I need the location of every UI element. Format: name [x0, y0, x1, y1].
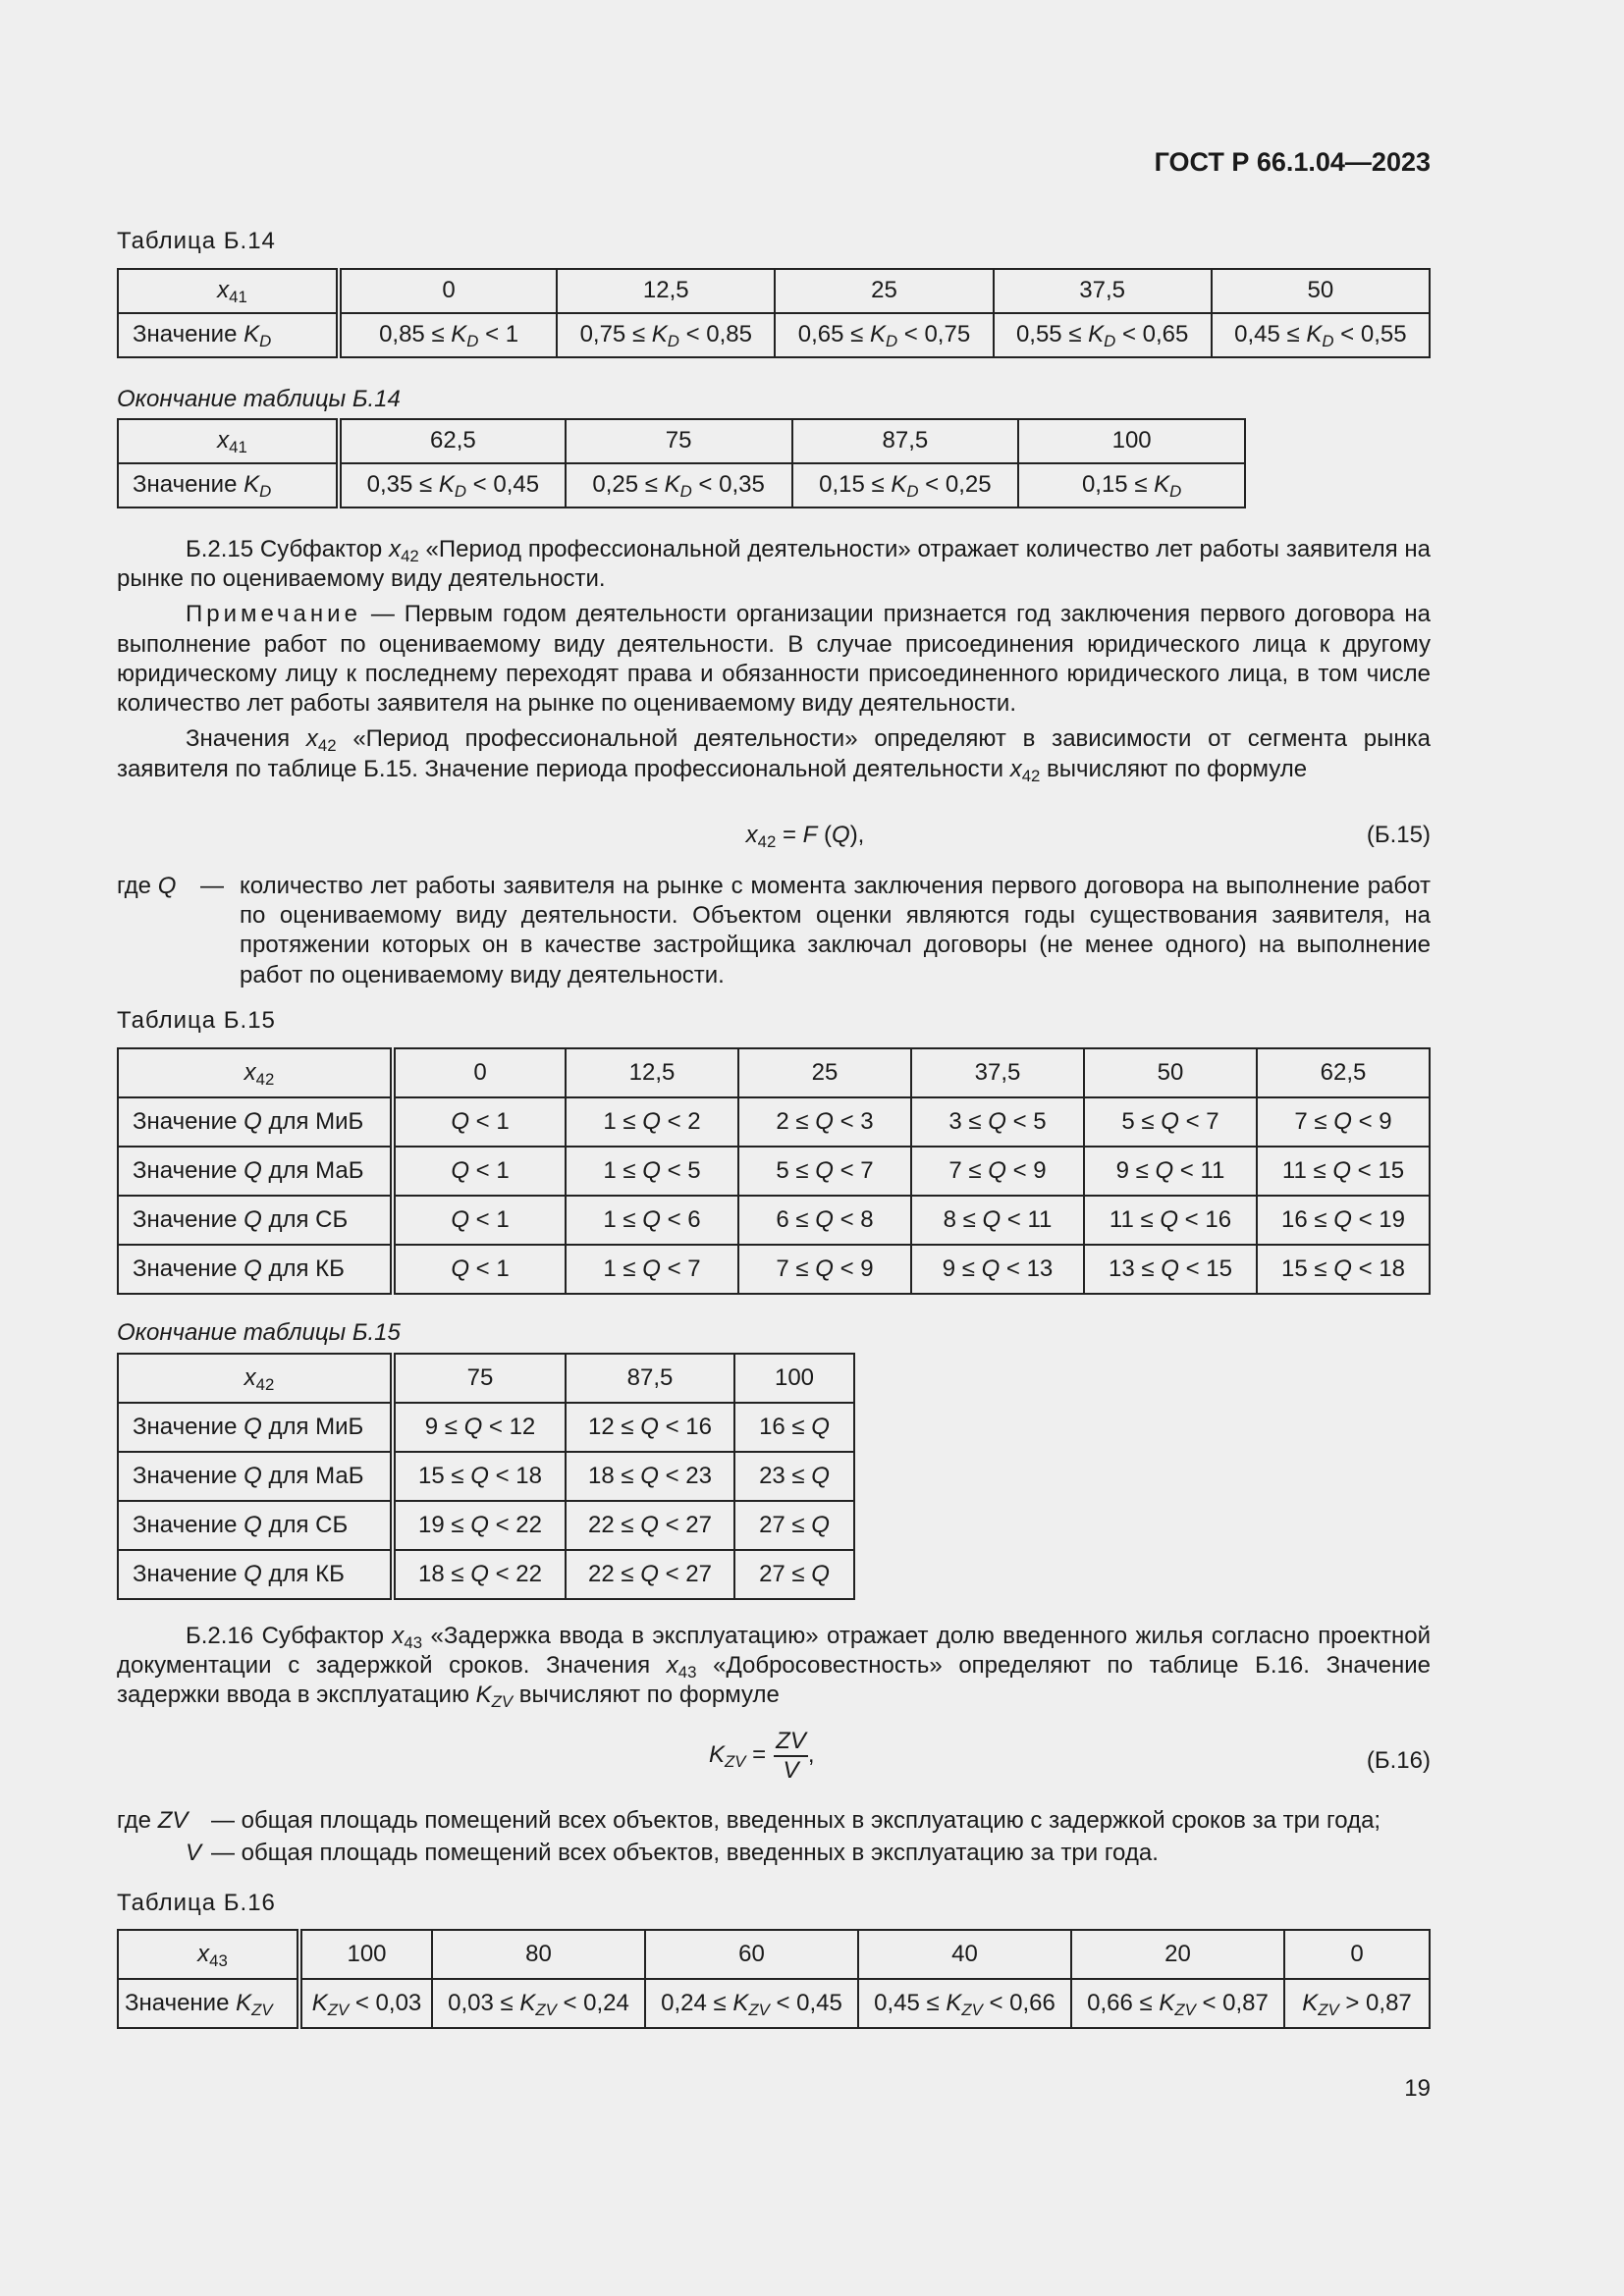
table-cell: 1 ≤ Q < 7	[566, 1245, 738, 1294]
table-cell: 22 ≤ Q < 27	[566, 1501, 734, 1550]
equation-number-b16: (Б.16)	[1366, 1747, 1431, 1774]
table-cell: 0	[393, 1048, 566, 1097]
table-cell: $0,15 \le K_D$	[1018, 463, 1245, 507]
where-block-b15	[117, 872, 1431, 990]
table-b16-caption: Таблица Б.16	[117, 1890, 276, 1916]
note-paragraph	[117, 600, 1431, 719]
table-cell: 15 ≤ Q < 18	[393, 1452, 566, 1501]
table-cell: $0,03 \le K_{ZV} < 0,24$	[432, 1979, 645, 2028]
table-b14-part2	[117, 418, 1246, 508]
paragraph: Значения $x_{42}$ «Период профессиональной деятельности» определяют в зависимости от сегмента рынка заявителя по таблице Б.15. Значение периода профессиональной деятельности $x_{42}$ вычисляют по формуле	[117, 725, 1432, 785]
table-cell: $0,45 \le K_D < 0,55$	[1212, 313, 1430, 357]
table-cell: 22 ≤ Q < 27	[566, 1550, 734, 1599]
table-cell: 18 ≤ Q < 23	[566, 1452, 734, 1501]
table-cell: 40	[858, 1930, 1071, 1979]
table-cell: $0,75 \le K_D < 0,85$	[557, 313, 775, 357]
note-text: — Первым годом деятельности организации признается год заключения первого договора на выполнение работ по оцениваемому виду деятельности. В случае присоединения юридического лица к другому юридическому лицу к последнему переходят права и обязанности присоединенного юридического лица, в том числе количество лет работы заявителя на рынке по оцениваемому виду деятельности.	[117, 601, 1431, 718]
table-row-label: Значение $K_{ZV}$	[118, 1979, 299, 2028]
table-cell: 16 ≤ Q	[734, 1403, 854, 1452]
table-cell: 18 ≤ Q < 22	[393, 1550, 566, 1599]
paragraph: Б.2.15 Субфактор $x_{42}$ «Период профессиональной деятельности» отражает количество лет работы заявителя на рынке по оцениваемому виду деятельности.	[117, 536, 1431, 593]
table-cell: 75	[566, 419, 792, 463]
table-cell: 13 ≤ Q < 15	[1084, 1245, 1257, 1294]
table-cell: 25	[775, 269, 993, 313]
table-cell: 100	[1018, 419, 1245, 463]
table-cell: 9 ≤ Q < 11	[1084, 1147, 1257, 1196]
table-row-label: Значение Q для КБ	[118, 1245, 393, 1294]
table-cell: 3 ≤ Q < 5	[911, 1097, 1084, 1147]
formula-numerator: ZV	[774, 1728, 808, 1757]
table-cell: 7 ≤ Q < 9	[911, 1147, 1084, 1196]
table-cell: 11 ≤ Q < 15	[1257, 1147, 1430, 1196]
formula-b16	[709, 1728, 815, 1784]
table-cell: 25	[738, 1048, 911, 1097]
table-header-x42: $x_{42}$	[118, 1354, 393, 1403]
table-cell: 80	[432, 1930, 645, 1979]
formula-b15: $x_{42} = F$ (Q),	[745, 822, 865, 851]
formula-lhs: $K_{ZV}$ =	[709, 1741, 767, 1772]
table-header-x41: $x_{41}$	[118, 269, 339, 313]
table-b14-part1	[117, 268, 1431, 358]
table-cell: 1 ≤ Q < 5	[566, 1147, 738, 1196]
table-cell: Q < 1	[393, 1147, 566, 1196]
table-cell: Q < 1	[393, 1097, 566, 1147]
equation-number-b15: (Б.15)	[1366, 822, 1431, 848]
where-text: — общая площадь помещений всех объектов, введенных в эксплуатацию за три года.	[211, 1840, 1159, 1866]
table-cell: Q < 1	[393, 1245, 566, 1294]
formula-tail: ,	[807, 1741, 815, 1769]
table-cell: $K_{ZV} < 0,03$	[299, 1979, 432, 2028]
table-header-x42: $x_{42}$	[118, 1048, 393, 1097]
table-cell: 37,5	[994, 269, 1212, 313]
where-label: V	[186, 1840, 202, 1866]
table-cell: 23 ≤ Q	[734, 1452, 854, 1501]
table-cell: $0,45 \le K_{ZV} < 0,66$	[858, 1979, 1071, 2028]
table-cell: 19 ≤ Q < 22	[393, 1501, 566, 1550]
table-b15-caption: Таблица Б.15	[117, 1007, 276, 1034]
table-cell: 2 ≤ Q < 3	[738, 1097, 911, 1147]
table-cell: 100	[299, 1930, 432, 1979]
table-cell: 0	[339, 269, 557, 313]
table-cell: $0,25 \le K_D < 0,35$	[566, 463, 792, 507]
table-cell: $0,65 \le K_D < 0,75$	[775, 313, 993, 357]
table-cell: 62,5	[339, 419, 566, 463]
table-cell: 5 ≤ Q < 7	[738, 1147, 911, 1196]
table-cell: 27 ≤ Q	[734, 1501, 854, 1550]
table-cell: 100	[734, 1354, 854, 1403]
table-b15-part1	[117, 1047, 1431, 1295]
table-cell: 9 ≤ Q < 12	[393, 1403, 566, 1452]
section-b216	[117, 1622, 1431, 1717]
table-row-label: Значение Q для МаБ	[118, 1452, 393, 1501]
table-cell: 60	[645, 1930, 858, 1979]
table-cell: Q < 1	[393, 1196, 566, 1245]
table-cell: $0,85 \le K_D < 1$	[339, 313, 557, 357]
formula-denominator: V	[783, 1756, 799, 1784]
table-row-label: Значение Q для СБ	[118, 1501, 393, 1550]
table-header-x41: $x_{41}$	[118, 419, 339, 463]
where-text: — общая площадь помещений всех объектов, введенных в эксплуатацию с задержкой сроков за три года;	[211, 1807, 1381, 1834]
table-b14-cont-caption: Окончание таблицы Б.14	[117, 386, 401, 412]
table-cell: 75	[393, 1354, 566, 1403]
where-text: количество лет работы заявителя на рынке с момента заключения первого договора на выполнение работ по оцениваемому виду деятельности. Объектом оценки являются годы существования заявителя, на протяжении которых он в качестве застройщика заключал договоры (не менее одного) на выполнение работ по оцениваемому виду деятельности.	[240, 873, 1431, 988]
where-label: где Q	[117, 873, 177, 899]
table-cell: 5 ≤ Q < 7	[1084, 1097, 1257, 1147]
table-cell: 50	[1084, 1048, 1257, 1097]
table-cell: $0,35 \le K_D < 0,45$	[339, 463, 566, 507]
table-cell: 7 ≤ Q < 9	[738, 1245, 911, 1294]
table-header-x43: $x_{43}$	[118, 1930, 299, 1979]
table-cell: $0,24 \le K_{ZV} < 0,45$	[645, 1979, 858, 2028]
document-header: ГОСТ Р 66.1.04—2023	[1154, 147, 1431, 177]
table-cell: $K_{ZV} > 0,87$	[1284, 1979, 1430, 2028]
table-cell: 12,5	[557, 269, 775, 313]
table-cell: $0,66 \le K_{ZV} < 0,87$	[1071, 1979, 1284, 2028]
table-b16	[117, 1929, 1431, 2029]
table-cell: 27 ≤ Q	[734, 1550, 854, 1599]
table-cell: 8 ≤ Q < 11	[911, 1196, 1084, 1245]
table-row-label: Значение $K_D$	[118, 313, 339, 357]
table-cell: 9 ≤ Q < 13	[911, 1245, 1084, 1294]
table-row-label: Значение Q для КБ	[118, 1550, 393, 1599]
where-block-b16-2	[117, 1839, 1431, 1868]
table-cell: $0,15 \le K_D < 0,25$	[792, 463, 1019, 507]
table-cell: 7 ≤ Q < 9	[1257, 1097, 1430, 1147]
table-b14-caption: Таблица Б.14	[117, 228, 276, 254]
table-row-label: Значение Q для СБ	[118, 1196, 393, 1245]
table-cell: 0	[1284, 1930, 1430, 1979]
where-block-b16-1	[117, 1806, 1431, 1836]
where-dash: —	[200, 873, 224, 899]
formula-fraction	[774, 1728, 808, 1784]
table-cell: 20	[1071, 1930, 1284, 1979]
table-cell: 11 ≤ Q < 16	[1084, 1196, 1257, 1245]
table-cell: 87,5	[566, 1354, 734, 1403]
table-row-label: Значение $K_D$	[118, 463, 339, 507]
section-b215	[117, 535, 1431, 790]
table-cell: 6 ≤ Q < 8	[738, 1196, 911, 1245]
table-cell: 62,5	[1257, 1048, 1430, 1097]
table-cell: 15 ≤ Q < 18	[1257, 1245, 1430, 1294]
table-b15-cont-caption: Окончание таблицы Б.15	[117, 1319, 401, 1346]
table-cell: 1 ≤ Q < 2	[566, 1097, 738, 1147]
paragraph: Б.2.16 Субфактор $x_{43}$ «Задержка ввода в эксплуатацию» отражает долю введенного жилья согласно проектной документации с задержкой сроков. Значения $x_{43}$ «Добросовестность» определяют по таблице Б.16. Значение задержки ввода в эксплуатацию $K_{ZV}$ вычисляют по формуле	[117, 1623, 1432, 1712]
table-cell: 37,5	[911, 1048, 1084, 1097]
table-cell: 50	[1212, 269, 1430, 313]
table-cell: 12,5	[566, 1048, 738, 1097]
table-row-label: Значение Q для МаБ	[118, 1147, 393, 1196]
table-row-label: Значение Q для МиБ	[118, 1403, 393, 1452]
table-cell: 87,5	[792, 419, 1019, 463]
table-cell: 1 ≤ Q < 6	[566, 1196, 738, 1245]
note-label: Примечание	[186, 601, 361, 628]
page-number: 19	[1404, 2075, 1431, 2102]
table-cell: $0,55 \le K_D < 0,65$	[994, 313, 1212, 357]
where-label: где ZV	[117, 1807, 189, 1834]
table-cell: 16 ≤ Q < 19	[1257, 1196, 1430, 1245]
table-b15-part2	[117, 1353, 855, 1600]
table-row-label: Значение Q для МиБ	[118, 1097, 393, 1147]
table-cell: 12 ≤ Q < 16	[566, 1403, 734, 1452]
